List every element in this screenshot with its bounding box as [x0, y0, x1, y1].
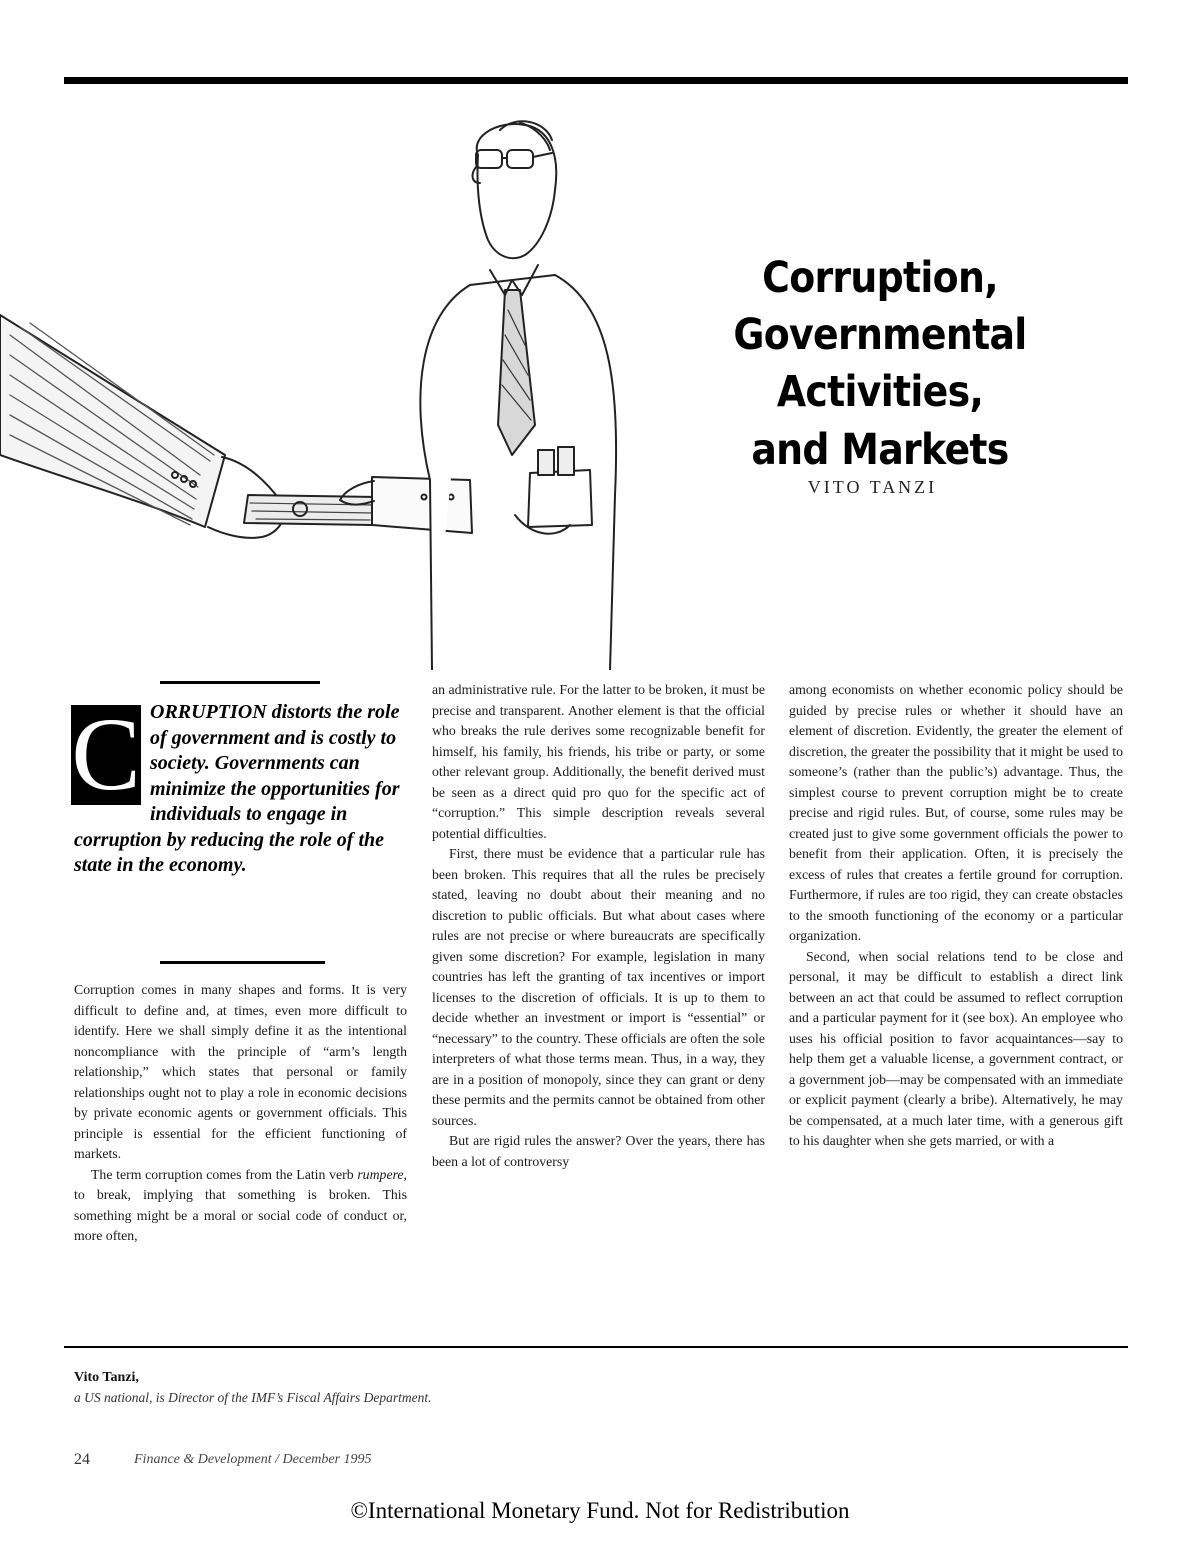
body-paragraph: First, there must be evidence that a particular rule has been broken. This requires that all the rules be precisely stated, leaving no doubt about their meaning and no discretion to public officials. But what about cases where rules are not precise or where bureaucrats are specifically given some discretion? For example, legislation in many countries has left the granting of tax incentives or import licenses to the discretion of officials. It is up to them to decide whether an investment or import is “essential” or “necessary” to the country. These officials are often the sole interpreters of what those terms mean. Thus, in a way, they are in a position of monopoly, since they can grant or deny these permits and the permits cannot be obtained from other sources.: [432, 846, 765, 1128]
lead-rule-top: [160, 681, 320, 684]
body-column-3: [789, 680, 1123, 1152]
body-paragraph: Second, when social relations tend to be close and personal, it may be difficult to establish a direct link between an act that could be assumed to reflect corruption and a particular payment for it (see box). An employee who uses his official position to favor acquaintances—say to help them get a valuable license, a government contract, or a government job—may be compensated with an immediate or explicit payment (clearly a bribe). Alternatively, he may be compensated, at a much later time, with a generous gift to his daughter when she gets married, or with a: [789, 948, 1123, 1148]
latin-term: rumpere: [357, 1166, 404, 1182]
copyright-notice: ©International Monetary Fund. Not for Redistribution: [350, 1498, 850, 1523]
cartoon-illustration: [0, 95, 640, 670]
lead-rule-bottom: [160, 961, 325, 964]
body-paragraph: Corruption comes in many shapes and forms. It is very difficult to define and, at times, even more difficult to identify. Here we shall simply define it as the intentional noncompliance with the principle of “arm’s length relationship,” which states that personal or family relationships ought not to play a role in economic decisions by private economic agents or government officials. This principle is essential for the efficient functioning of markets.: [74, 982, 407, 1161]
footer-rule: [64, 1346, 1128, 1348]
author-byline: VITO TANZI: [807, 477, 938, 497]
body-column-2: [432, 680, 765, 1172]
body-paragraph: among economists on whether economic policy should be guided by precise rules or whether it should have an element of discretion. Evidently, the greater the element of discretion, the greater the possibility that it might be used to someone’s (rather than the public’s) advantage. Thus, the simplest course to prevent corruption might be to create precise and rigid rules. But, of course, some rules may be created just to give some government officials the power to benefit from their application. Often, it is precisely the excess of rules that creates a fertile ground for corruption. Furthermore, if rules are too rigid, they can create obstacles to the smooth functioning of the economy or a particular organization.: [789, 682, 1123, 943]
body-paragraph: But are rigid rules the answer? Over the years, there has been a lot of controversy: [432, 1133, 765, 1169]
title-line-2: Governmental Activities,: [733, 310, 1027, 418]
author-bio-description: a US national, is Director of the IMF’s Fiscal Affairs Department.: [74, 1390, 432, 1405]
lead-text: ORRUPTION distorts the role of government and is costly to society. Governments can minimize the opportunities for individuals to engage in corruption by reducing the role of the state in the economy.: [74, 701, 400, 876]
top-rule: [64, 77, 1128, 84]
article-title: [634, 250, 1127, 479]
body-column-1: [74, 980, 407, 1247]
page-number: 24: [74, 1451, 90, 1468]
title-line-1: Corruption,: [762, 253, 998, 303]
author-bio-name: Vito Tanzi,: [74, 1370, 139, 1385]
body-paragraph: The term corruption comes from the Latin verb rumpere, to break, implying that something is broken. This something might be a moral or social code of conduct or, more often,: [74, 1166, 407, 1243]
lead-paragraph: [74, 700, 404, 879]
dropcap-letter: C: [71, 697, 141, 812]
title-line-3: and Markets: [751, 424, 1009, 475]
body-paragraph: an administrative rule. For the latter to be broken, it must be precise and transparent. Another element is that the official who breaks the rule derives some recognizable benefit for himself, his family, his friends, his tribe or party, or some other relevant group. Additionally, the benefit derived must be seen as a direct quid pro quo for the specific act of “corruption.” This simple description reveals several potential difficulties.: [432, 682, 765, 841]
journal-citation: Finance & Development / December 1995: [134, 1452, 372, 1467]
